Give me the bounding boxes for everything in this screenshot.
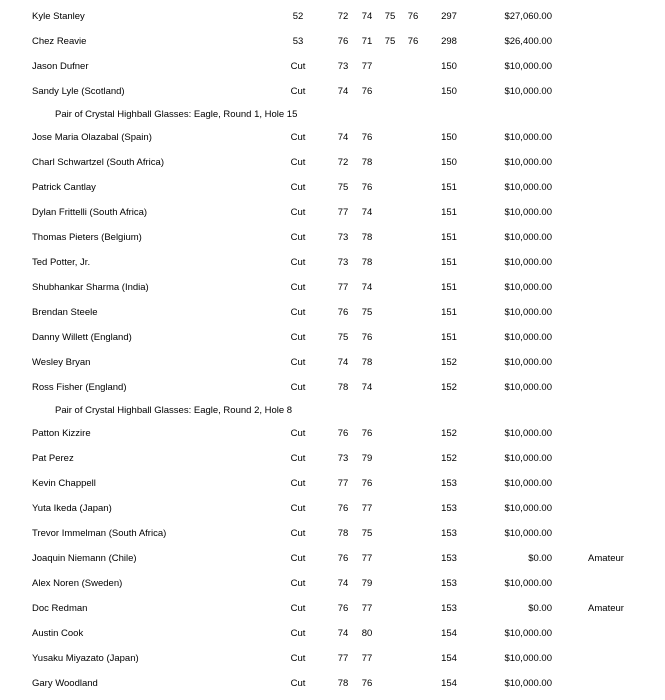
round-2-score: 76 <box>361 478 373 489</box>
player-position: 52 <box>292 11 304 22</box>
player-name: Jose Maria Olazabal (Spain) <box>32 132 152 143</box>
total-score: 152 <box>441 357 457 368</box>
prize-money: $10,000.00 <box>504 61 552 72</box>
round-1-score: 74 <box>337 86 349 97</box>
round-2-score: 74 <box>361 282 373 293</box>
total-score: 151 <box>441 207 457 218</box>
round-1-score: 74 <box>337 578 349 589</box>
player-position: 53 <box>292 36 304 47</box>
player-name: Yuta Ikeda (Japan) <box>32 503 112 514</box>
total-score: 153 <box>441 603 457 614</box>
round-1-score: 78 <box>337 678 349 689</box>
prize-money: $10,000.00 <box>504 207 552 218</box>
round-1-score: 77 <box>337 282 349 293</box>
player-position: Cut <box>290 428 306 439</box>
player-position: Cut <box>290 357 306 368</box>
round-2-score: 77 <box>361 503 373 514</box>
round-2-score: 76 <box>361 332 373 343</box>
prize-money: $10,000.00 <box>504 678 552 689</box>
round-3-score: 75 <box>384 11 396 22</box>
player-name: Alex Noren (Sweden) <box>32 578 123 589</box>
round-2-score: 78 <box>361 257 373 268</box>
prize-money: $10,000.00 <box>504 332 552 343</box>
prize-money: $10,000.00 <box>504 182 552 193</box>
total-score: 151 <box>441 332 457 343</box>
player-name: Doc Redman <box>32 603 88 614</box>
total-score: 150 <box>441 157 457 168</box>
round-1-score: 73 <box>337 61 349 72</box>
prize-note: Pair of Crystal Highball Glasses: Eagle, Round 1, Hole 15 <box>55 109 298 120</box>
player-position: Cut <box>290 232 306 243</box>
total-score: 154 <box>441 678 457 689</box>
prize-note-row <box>0 404 665 418</box>
prize-money: $10,000.00 <box>504 282 552 293</box>
player-name: Patrick Cantlay <box>32 182 96 193</box>
player-name: Ted Potter, Jr. <box>32 257 91 268</box>
round-1-score: 72 <box>337 11 349 22</box>
player-name: Yusaku Miyazato (Japan) <box>32 653 139 664</box>
player-position: Cut <box>290 553 306 564</box>
player-name: Austin Cook <box>32 628 84 639</box>
player-note: Amateur <box>588 603 624 614</box>
table-row <box>0 281 665 295</box>
total-score: 153 <box>441 478 457 489</box>
total-score: 154 <box>441 653 457 664</box>
round-2-score: 76 <box>361 428 373 439</box>
total-score: 153 <box>441 553 457 564</box>
round-2-score: 77 <box>361 603 373 614</box>
prize-money: $27,060.00 <box>504 11 552 22</box>
prize-note: Pair of Crystal Highball Glasses: Eagle, Round 2, Hole 8 <box>55 405 293 416</box>
table-row <box>0 60 665 74</box>
round-2-score: 80 <box>361 628 373 639</box>
player-position: Cut <box>290 453 306 464</box>
prize-money: $10,000.00 <box>504 478 552 489</box>
table-row <box>0 381 665 395</box>
player-name: Pat Perez <box>32 453 74 464</box>
prize-money: $10,000.00 <box>504 232 552 243</box>
round-2-score: 79 <box>361 453 373 464</box>
prize-money: $0.00 <box>528 553 552 564</box>
round-1-score: 73 <box>337 232 349 243</box>
player-name: Danny Willett (England) <box>32 332 132 343</box>
player-name: Dylan Frittelli (South Africa) <box>32 207 148 218</box>
player-position: Cut <box>290 653 306 664</box>
round-1-score: 73 <box>337 257 349 268</box>
table-row <box>0 427 665 441</box>
total-score: 150 <box>441 132 457 143</box>
player-name: Kevin Chappell <box>32 478 96 489</box>
total-score: 151 <box>441 182 457 193</box>
round-2-score: 74 <box>361 382 373 393</box>
round-2-score: 74 <box>361 207 373 218</box>
round-2-score: 71 <box>361 36 373 47</box>
player-name: Wesley Bryan <box>32 357 91 368</box>
prize-money: $0.00 <box>528 603 552 614</box>
prize-money: $10,000.00 <box>504 257 552 268</box>
player-position: Cut <box>290 307 306 318</box>
prize-money: $10,000.00 <box>504 382 552 393</box>
player-position: Cut <box>290 578 306 589</box>
player-position: Cut <box>290 61 306 72</box>
round-2-score: 74 <box>361 11 373 22</box>
player-name: Chez Reavie <box>32 36 87 47</box>
table-row <box>0 131 665 145</box>
round-1-score: 74 <box>337 357 349 368</box>
table-row <box>0 577 665 591</box>
player-position: Cut <box>290 257 306 268</box>
round-2-score: 76 <box>361 86 373 97</box>
total-score: 152 <box>441 453 457 464</box>
round-1-score: 77 <box>337 478 349 489</box>
total-score: 152 <box>441 428 457 439</box>
round-1-score: 76 <box>337 36 349 47</box>
table-row <box>0 527 665 541</box>
table-row <box>0 627 665 641</box>
round-2-score: 78 <box>361 157 373 168</box>
round-2-score: 77 <box>361 653 373 664</box>
table-row <box>0 652 665 666</box>
table-row <box>0 35 665 49</box>
table-row <box>0 306 665 320</box>
round-2-score: 75 <box>361 307 373 318</box>
total-score: 152 <box>441 382 457 393</box>
player-position: Cut <box>290 503 306 514</box>
table-row <box>0 602 665 616</box>
prize-money: $10,000.00 <box>504 653 552 664</box>
round-1-score: 72 <box>337 157 349 168</box>
total-score: 151 <box>441 282 457 293</box>
round-2-score: 78 <box>361 357 373 368</box>
round-2-score: 78 <box>361 232 373 243</box>
total-score: 153 <box>441 578 457 589</box>
player-position: Cut <box>290 528 306 539</box>
round-1-score: 77 <box>337 653 349 664</box>
prize-money: $10,000.00 <box>504 528 552 539</box>
total-score: 151 <box>441 257 457 268</box>
total-score: 151 <box>441 232 457 243</box>
round-2-score: 76 <box>361 182 373 193</box>
prize-money: $10,000.00 <box>504 578 552 589</box>
table-row <box>0 452 665 466</box>
player-position: Cut <box>290 332 306 343</box>
player-name: Gary Woodland <box>32 678 98 689</box>
total-score: 150 <box>441 61 457 72</box>
total-score: 151 <box>441 307 457 318</box>
prize-money: $10,000.00 <box>504 357 552 368</box>
table-row <box>0 256 665 270</box>
prize-money: $10,000.00 <box>504 157 552 168</box>
player-name: Trevor Immelman (South Africa) <box>32 528 167 539</box>
player-name: Joaquin Niemann (Chile) <box>32 553 137 564</box>
round-1-score: 78 <box>337 528 349 539</box>
table-row <box>0 677 665 691</box>
player-position: Cut <box>290 678 306 689</box>
round-1-score: 76 <box>337 603 349 614</box>
round-2-score: 76 <box>361 678 373 689</box>
player-name: Jason Dufner <box>32 61 89 72</box>
total-score: 298 <box>441 36 457 47</box>
player-position: Cut <box>290 182 306 193</box>
prize-money: $10,000.00 <box>504 86 552 97</box>
total-score: 153 <box>441 503 457 514</box>
table-row <box>0 231 665 245</box>
player-name: Sandy Lyle (Scotland) <box>32 86 125 97</box>
player-position: Cut <box>290 157 306 168</box>
table-row <box>0 502 665 516</box>
total-score: 150 <box>441 86 457 97</box>
round-1-score: 76 <box>337 503 349 514</box>
round-2-score: 76 <box>361 132 373 143</box>
player-name: Shubhankar Sharma (India) <box>32 282 149 293</box>
total-score: 154 <box>441 628 457 639</box>
round-1-score: 75 <box>337 332 349 343</box>
round-4-score: 76 <box>407 36 419 47</box>
round-2-score: 77 <box>361 553 373 564</box>
round-4-score: 76 <box>407 11 419 22</box>
player-position: Cut <box>290 282 306 293</box>
table-row <box>0 85 665 99</box>
round-2-score: 75 <box>361 528 373 539</box>
prize-money: $10,000.00 <box>504 453 552 464</box>
round-1-score: 74 <box>337 628 349 639</box>
player-name: Kyle Stanley <box>32 11 85 22</box>
round-1-score: 75 <box>337 182 349 193</box>
player-name: Thomas Pieters (Belgium) <box>32 232 142 243</box>
prize-note-row <box>0 108 665 122</box>
prize-money: $26,400.00 <box>504 36 552 47</box>
player-position: Cut <box>290 603 306 614</box>
round-1-score: 73 <box>337 453 349 464</box>
table-row <box>0 181 665 195</box>
round-1-score: 78 <box>337 382 349 393</box>
round-2-score: 79 <box>361 578 373 589</box>
table-row <box>0 10 665 24</box>
prize-money: $10,000.00 <box>504 428 552 439</box>
player-name: Brendan Steele <box>32 307 98 318</box>
player-position: Cut <box>290 382 306 393</box>
round-1-score: 74 <box>337 132 349 143</box>
round-3-score: 75 <box>384 36 396 47</box>
round-1-score: 76 <box>337 553 349 564</box>
prize-money: $10,000.00 <box>504 307 552 318</box>
player-note: Amateur <box>588 553 624 564</box>
table-row <box>0 552 665 566</box>
player-name: Charl Schwartzel (South Africa) <box>32 157 164 168</box>
round-2-score: 77 <box>361 61 373 72</box>
prize-money: $10,000.00 <box>504 628 552 639</box>
prize-money: $10,000.00 <box>504 132 552 143</box>
player-name: Patton Kizzire <box>32 428 91 439</box>
player-position: Cut <box>290 86 306 97</box>
table-row <box>0 156 665 170</box>
player-name: Ross Fisher (England) <box>32 382 127 393</box>
table-row <box>0 206 665 220</box>
player-position: Cut <box>290 207 306 218</box>
table-row <box>0 331 665 345</box>
player-position: Cut <box>290 478 306 489</box>
table-row <box>0 477 665 491</box>
round-1-score: 77 <box>337 207 349 218</box>
prize-money: $10,000.00 <box>504 503 552 514</box>
round-1-score: 76 <box>337 428 349 439</box>
total-score: 297 <box>441 11 457 22</box>
player-position: Cut <box>290 132 306 143</box>
table-row <box>0 356 665 370</box>
player-position: Cut <box>290 628 306 639</box>
round-1-score: 76 <box>337 307 349 318</box>
total-score: 153 <box>441 528 457 539</box>
